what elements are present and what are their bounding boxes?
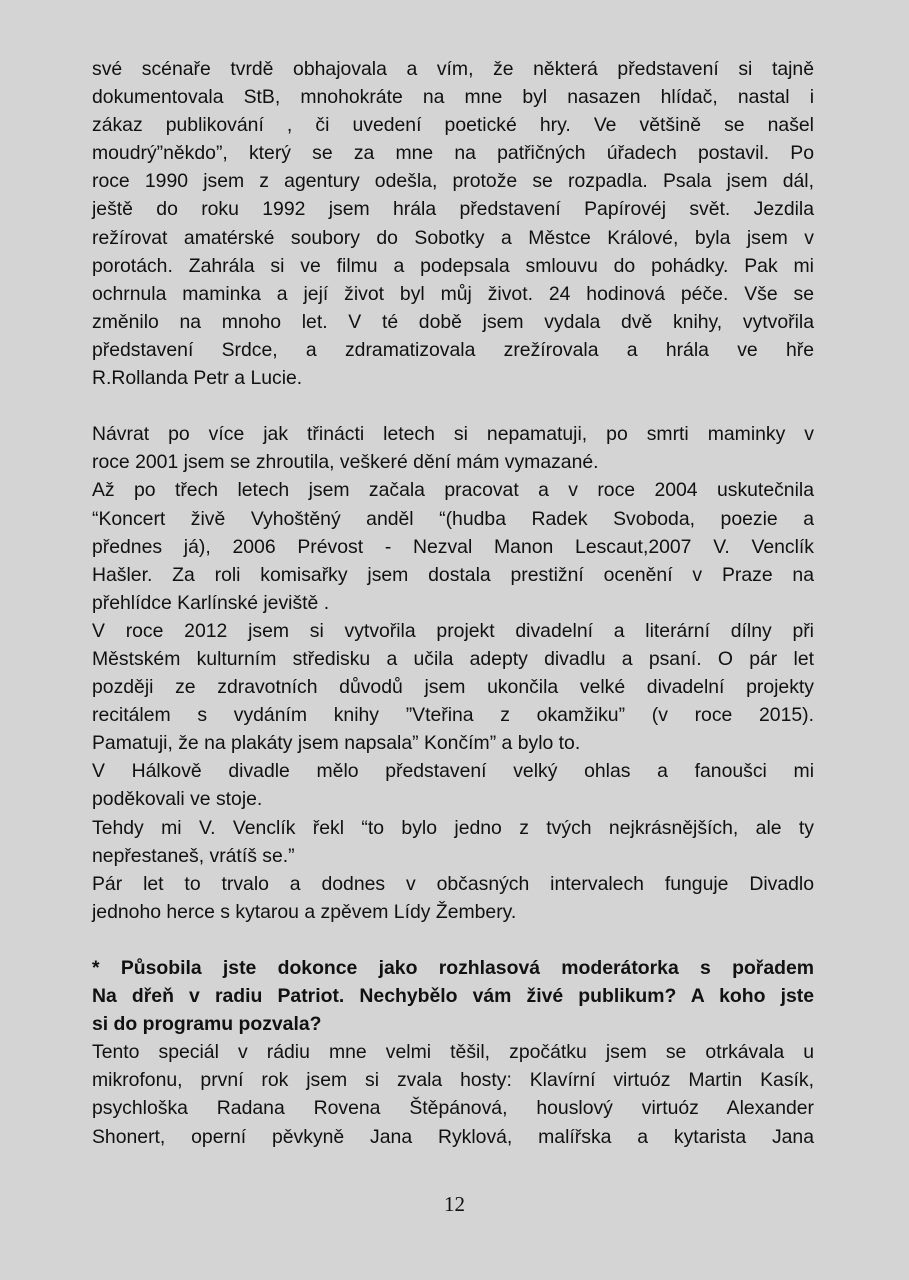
text-line: Až po třech letech jsem začala pracovat a v roce 2004 uskutečnila [92,479,814,502]
text-line: mikrofonu, první rok jsem si zvala hosty: Klavírní virtuóz Martin Kasík, [92,1069,814,1092]
text-line: R.Rollanda Petr a Lucie. [92,367,303,390]
text-line: Tento speciál v rádiu mne velmi těšil, zpočátku jsem se otrkávala u [92,1041,814,1064]
text-line: přednes já), 2006 Prévost - Nezval Manon Lescaut,2007 V. Venclík [92,535,814,558]
text-line: Hašler. Za roli komisařky jsem dostala prestižní ocenění v Praze na [92,563,814,586]
text-line: moudrý”někdo”, který se za mne na patřičných úřadech postavil. Po [92,142,814,165]
text-line: Tehdy mi V. Venclík řekl “to bylo jedno z tvých nejkrásnějších, ale ty [92,816,814,839]
text-line: přehlídce Karlínské jeviště . [92,591,330,614]
text-line: dokumentovala StB, mnohokráte na mne byl nasazen hlídač, nastal i [92,86,814,109]
text-line: Pamatuji, že na plakáty jsem napsala” Končím” a bylo to. [92,732,581,755]
page-number: 12 [444,1192,465,1216]
text-line: recitálem s vydáním knihy ”Vteřina z okamžiku” (v roce 2015). [92,704,814,727]
text-line: psychloška Radana Rovena Štěpánová, houslový virtuóz Alexander [92,1097,814,1120]
text-line: poděkovali ve stoje. [92,788,263,811]
question-line: si do programu pozvala? [92,1013,322,1036]
body-text [92,55,814,1151]
text-line: představení Srdce, a zdramatizovala zrežírovala a hrála ve hře [92,338,814,361]
text-line: své scénaře tvrdě obhajovala a vím, že některá představení si tajně [92,58,814,80]
text-line: porotách. Zahrála si ve filmu a podepsala smlouvu do pohádky. Pak mi [92,254,814,277]
text-line: režírovat amatérské soubory do Sobotky a Městce Králové, byla jsem v [92,226,814,249]
text-line: Městském kulturním středisku a učila adepty divadlu a psaní. O pár let [92,647,814,670]
text-line: Pár let to trvalo a dodnes v občasných intervalech funguje Divadlo [92,872,814,895]
text-line: V Hálkově divadle mělo představení velký ohlas a fanoušci mi [92,760,814,783]
text-line: změnilo na mnoho let. V té době jsem vydala dvě knihy, vytvořila [92,310,814,333]
text-line: “Koncert živě Vyhoštěný anděl “(hudba Radek Svoboda, poezie a [92,507,814,530]
text-line: V roce 2012 jsem si vytvořila projekt divadelní a literární dílny při [92,619,814,642]
text-line: později ze zdravotních důvodů jsem ukončila velké divadelní projekty [92,676,814,699]
blank-line [92,392,814,420]
question-line: * Působila jste dokonce jako rozhlasová moderátorka s pořadem [92,957,814,979]
text-line: zákaz publikování , či uvedení poetické hry. Ve většině se našel [92,114,814,137]
text-line: nepřestaneš, vrátíš se.” [92,844,295,867]
text-line: ještě do roku 1992 jsem hrála představení Papírovéj svět. Jezdila [92,198,814,221]
text-line: ochrnula maminka a její život byl můj život. 24 hodinová péče. Vše se [92,282,814,305]
text-line: jednoho herce s kytarou a zpěvem Lídy Žembery. [92,900,517,923]
question-line: Na dřeň v radiu Patriot. Nechybělo vám živé publikum? A koho jste [92,985,814,1008]
text-line: Shonert, operní pěvkyně Jana Ryklová, malířska a kytarista Jana [92,1125,814,1148]
text-line: roce 1990 jsem z agentury odešla, protože se rozpadla. Psala jsem dál, [92,170,814,193]
blank-line [92,926,814,954]
text-line: roce 2001 jsem se zhroutila, veškeré dění mám vymazané. [92,451,599,474]
text-line: Návrat po více jak třinácti letech si nepamatuji, po smrti maminky v [92,423,814,446]
